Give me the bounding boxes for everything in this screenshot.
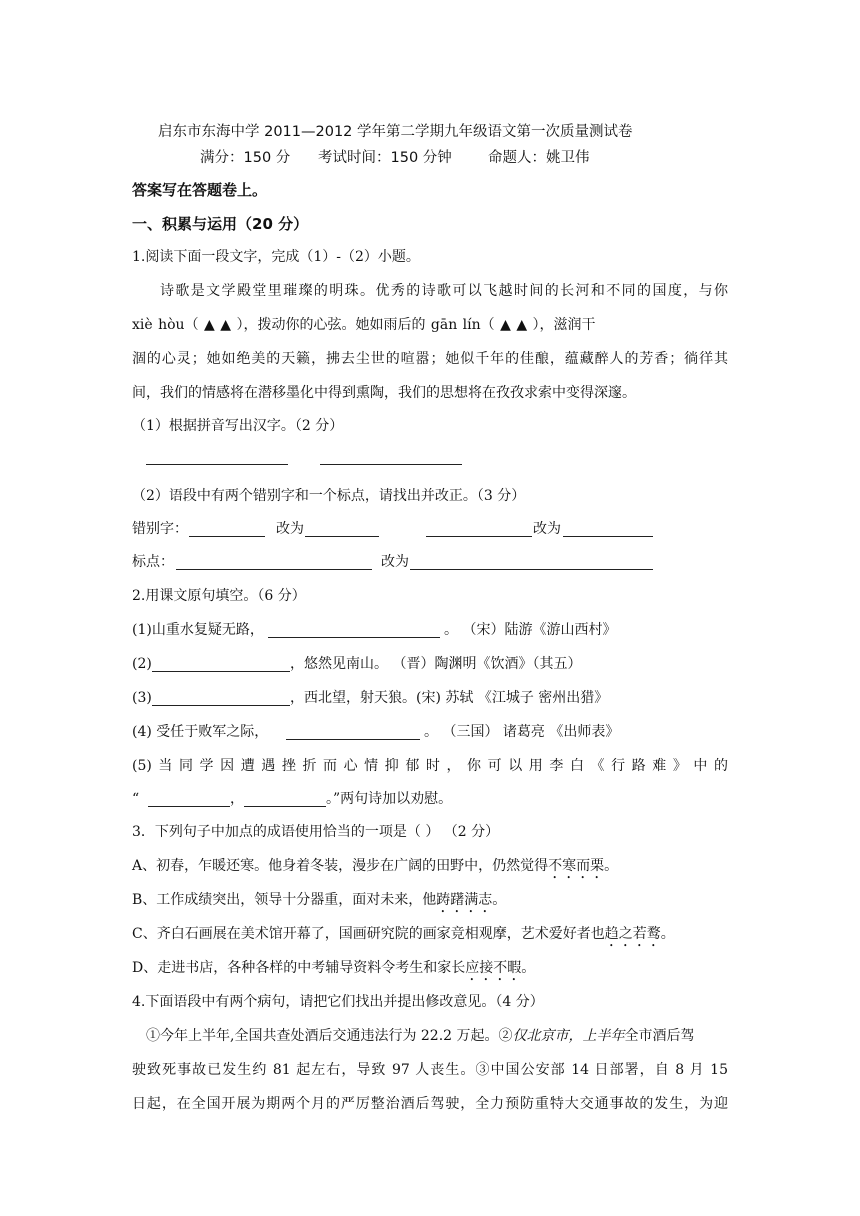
option-d-end: 。 <box>521 960 536 976</box>
q1-paragraph-line3: 涸的心灵；她如绝美的天籁，拂去尘世的喧嚣；她似千年的佳酿，蕴藏醉人的芳香；徜徉其 <box>132 351 728 367</box>
q3-option-d <box>132 958 535 984</box>
q3-option-c <box>132 924 675 950</box>
option-b-idiom: 踌躇满志 <box>436 892 493 908</box>
q4-sentence-1: ①今年上半年,全国共查处酒后交通违法行为 22.2 万起。② <box>146 1028 513 1044</box>
change-to-label: 改为 <box>533 521 561 537</box>
option-a-end: 。 <box>604 858 619 874</box>
q4-paragraph-line3: 日起，在全国开展为期两个月的严厉整治酒后驾驶，全力预防重特大交通事故的发生，为迎 <box>132 1096 728 1112</box>
section1-heading: 一、积累与运用（20 分） <box>132 215 309 233</box>
option-b-text: B、工作成绩突出，领导十分器重，面对未来，他 <box>132 892 437 908</box>
q1-paragraph-line1: 诗歌是文学殿堂里璀璨的明珠。优秀的诗歌可以飞越时间的长河和不同的国度，与你 <box>160 283 728 299</box>
q2-item5-close: 。”两句诗加以劝慰。 <box>326 791 453 807</box>
answer-line <box>244 806 326 807</box>
exam-time: 考试时间：150 分钟 <box>318 150 452 166</box>
answer-line <box>410 569 653 570</box>
option-d-text: D、走进书店，各种各样的中考辅导资料令考生和家长 <box>132 960 466 976</box>
answer-line <box>148 806 230 807</box>
answer-line <box>305 536 379 537</box>
change-to-label: 改为 <box>381 554 409 570</box>
q4-prompt: 4.下面语段中有两个病句，请把它们找出并提出修改意见。（4 分） <box>132 994 544 1010</box>
q3-prompt: 3．下列句子中加点的成语使用恰当的一项是（ ） （2 分） <box>132 824 500 840</box>
q2-item4-source: 。 （三国） 诸葛亮 《出师表》 <box>424 724 620 740</box>
q2-item5-line1: (5)当同学因遭遇挫折而心情抑郁时，你可以用李白《行路难》中的 <box>132 758 728 774</box>
option-a-text: A、初春，乍暖还寒。他身着冬装，漫步在广阔的田野中，仍然觉得 <box>132 858 549 874</box>
answer-line <box>152 671 290 672</box>
option-d-idiom: 应接不暇 <box>465 960 522 976</box>
answer-line <box>152 705 290 706</box>
q2-item5-comma: ， <box>230 791 244 807</box>
exam-author: 命题人：姚卫伟 <box>488 150 590 166</box>
q1-paragraph-line2: xiè hòu（ ▲ ▲ ），拨动你的心弦。她如雨后的 gān lín（ ▲ ▲ ），滋润干 <box>132 317 596 333</box>
q2-item2-num: (2) <box>132 656 152 672</box>
q1-sub1: （1）根据拼音写出汉字。（2 分） <box>132 418 344 434</box>
q1-paragraph-line4: 间，我们的情感将在潜移墨化中得到熏陶，我们的思想将在孜孜求索中变得深邃。 <box>132 385 636 401</box>
answer-line <box>146 464 288 465</box>
q1-prompt: 1.阅读下面一段文字，完成（1）-（2）小题。 <box>132 249 420 265</box>
option-c-end: 。 <box>660 926 675 942</box>
q2-item2-text: ，悠然见南山。 （晋）陶渊明《饮酒》（其五） <box>290 656 582 672</box>
option-c-idiom: 趋之若鹜 <box>604 926 661 942</box>
full-marks: 满分：150 分 <box>200 150 291 166</box>
change-to-label: 改为 <box>276 521 304 537</box>
option-a-idiom: 不寒而栗 <box>548 858 605 874</box>
answer-line <box>286 739 420 740</box>
q2-item5-open-quote: “ <box>132 791 140 807</box>
q3-option-a <box>132 856 618 882</box>
answer-line <box>176 569 372 570</box>
answer-line <box>563 536 653 537</box>
q3-option-b <box>132 890 506 916</box>
option-b-end: 。 <box>492 892 507 908</box>
q2-item1-text: (1)山重水复疑无路， <box>132 622 264 638</box>
q4-paragraph-line1 <box>146 1026 695 1046</box>
q2-item3-text: ，西北望，射天狼。(宋) 苏轼 《江城子 密州出猎》 <box>290 690 609 706</box>
option-c-text: C、齐白石画展在美术馆开幕了，国画研究院的画家竞相观摩，艺术爱好者也 <box>132 926 605 942</box>
answer-line <box>320 464 462 465</box>
punct-label: 标点： <box>132 554 174 570</box>
typo-label: 错别字： <box>132 521 188 537</box>
answer-line <box>189 536 265 537</box>
answer-line <box>268 637 440 638</box>
q2-item4-text: (4) 受任于败军之际， <box>132 724 269 740</box>
q2-prompt: 2.用课文原句填空。（6 分） <box>132 588 306 604</box>
q2-item3-num: (3) <box>132 690 152 706</box>
q1-sub2: （2）语段中有两个错别字和一个标点，请找出并改正。（3 分） <box>132 488 526 504</box>
answer-line <box>426 536 532 537</box>
q4-italic-phrase: 仅北京市，上半年 <box>512 1028 625 1044</box>
q4-paragraph-line2: 驶致死事故已发生约 81 起左右，导致 97 人丧生。③中国公安部 14 日部署，自 8 月 15 <box>132 1062 728 1078</box>
q2-item1-source: 。 （宋）陆游《游山西村》 <box>444 622 617 638</box>
notice: 答案写在答题卷上。 <box>132 181 268 199</box>
exam-title: 启东市东海中学 2011—2012 学年第二学期九年级语文第一次质量测试卷 <box>158 124 633 140</box>
q4-sentence-2: 全市酒后驾 <box>624 1028 695 1044</box>
